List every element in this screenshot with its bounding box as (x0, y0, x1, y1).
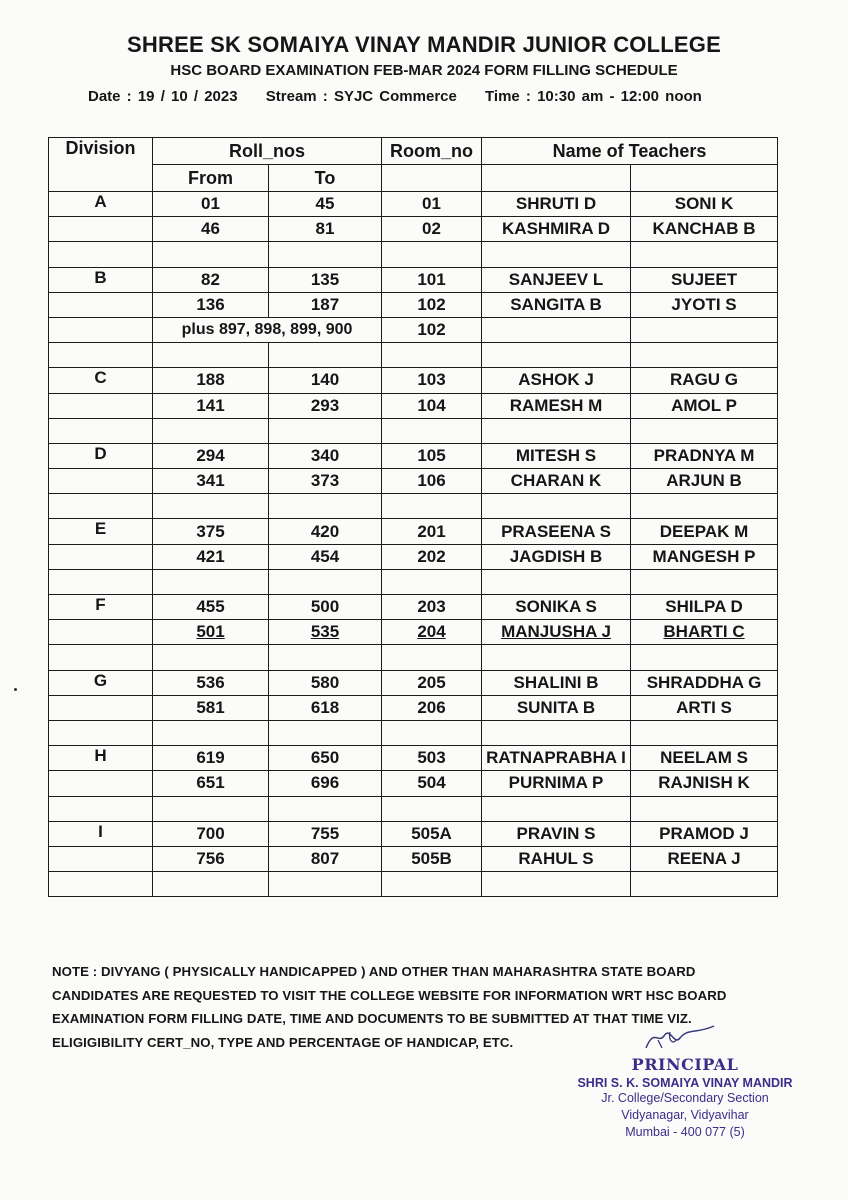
teacher-1-cell: PRASEENA S (482, 519, 631, 544)
room-cell (382, 569, 482, 594)
teacher-2-cell: JYOTI S (631, 292, 778, 317)
table-row (49, 695, 778, 720)
room-cell (382, 494, 482, 519)
table-row (49, 771, 778, 796)
table-row (49, 494, 778, 519)
division-cell: G (49, 670, 153, 695)
table-row (49, 595, 778, 620)
roll-from-cell (153, 569, 269, 594)
roll-from-cell: 756 (153, 846, 269, 871)
room-cell (382, 720, 482, 745)
table-row (49, 368, 778, 393)
teacher-1-cell (482, 569, 631, 594)
teacher-2-cell (631, 242, 778, 267)
division-cell (49, 796, 153, 821)
division-cell (49, 846, 153, 871)
room-cell: 206 (382, 695, 482, 720)
room-cell: 102 (382, 317, 482, 342)
schedule-body (49, 192, 778, 897)
col-room-header: Room_no (382, 138, 482, 165)
roll-to-cell (269, 796, 382, 821)
roll-from-cell (153, 242, 269, 267)
roll-from-cell: 294 (153, 443, 269, 468)
roll-from-cell: 188 (153, 368, 269, 393)
teacher-2-cell: MANGESH P (631, 544, 778, 569)
teacher-2-cell: RAJNISH K (631, 771, 778, 796)
teacher-2-cell (631, 494, 778, 519)
room-cell (382, 242, 482, 267)
roll-from-cell: 501 (153, 620, 269, 645)
col-roll-header: Roll_nos (153, 138, 382, 165)
teacher-2-cell: SONI K (631, 192, 778, 217)
roll-to-cell: 81 (269, 217, 382, 242)
roll-to-cell: 807 (269, 846, 382, 871)
teacher-2-cell (631, 720, 778, 745)
teacher-1-cell (482, 242, 631, 267)
roll-to-cell: 135 (269, 267, 382, 292)
division-cell: H (49, 746, 153, 771)
room-cell: 02 (382, 217, 482, 242)
teacher-2-cell (631, 872, 778, 897)
roll-from-cell: 536 (153, 670, 269, 695)
teacher-1-cell: SHALINI B (482, 670, 631, 695)
table-row (49, 292, 778, 317)
roll-to-cell (269, 343, 382, 368)
schedule-table (48, 137, 778, 897)
roll-to-cell: 420 (269, 519, 382, 544)
roll-to-cell (269, 872, 382, 897)
teacher-1-cell: MITESH S (482, 443, 631, 468)
roll-from-cell: 82 (153, 267, 269, 292)
teacher-1-cell (482, 720, 631, 745)
table-row (49, 720, 778, 745)
table-row (49, 569, 778, 594)
table-row (49, 242, 778, 267)
room-cell (382, 796, 482, 821)
division-cell: I (49, 821, 153, 846)
room-cell: 205 (382, 670, 482, 695)
room-cell: 505A (382, 821, 482, 846)
teacher-2-cell: NEELAM S (631, 746, 778, 771)
roll-to-cell: 340 (269, 443, 382, 468)
room-cell: 104 (382, 393, 482, 418)
roll-to-cell: 696 (269, 771, 382, 796)
division-cell: A (49, 192, 153, 217)
roll-to-cell: 140 (269, 368, 382, 393)
roll-from-cell: 700 (153, 821, 269, 846)
roll-from-cell: 581 (153, 695, 269, 720)
room-cell: 203 (382, 595, 482, 620)
division-cell (49, 720, 153, 745)
teacher-1-cell (482, 317, 631, 342)
division-cell (49, 569, 153, 594)
table-row (49, 469, 778, 494)
roll-from-cell (153, 645, 269, 670)
roll-from-cell: 651 (153, 771, 269, 796)
roll-from-cell (153, 720, 269, 745)
teacher-2-cell (631, 343, 778, 368)
room-cell (382, 418, 482, 443)
roll-from-cell: 341 (153, 469, 269, 494)
division-cell (49, 645, 153, 670)
room-cell: 201 (382, 519, 482, 544)
table-row (49, 192, 778, 217)
schedule-subtitle: HSC BOARD EXAMINATION FEB-MAR 2024 FORM FILLING SCHEDULE (170, 62, 678, 79)
stamp-title: PRINCIPAL (631, 1055, 739, 1074)
room-cell: 103 (382, 368, 482, 393)
roll-from-cell: 619 (153, 746, 269, 771)
teacher-1-cell (482, 418, 631, 443)
room-cell: 01 (382, 192, 482, 217)
teacher-1-cell: SHRUTI D (482, 192, 631, 217)
col-from-header: From (153, 165, 269, 192)
teacher-2-cell: REENA J (631, 846, 778, 871)
teacher-1-cell (482, 796, 631, 821)
division-cell (49, 620, 153, 645)
table-row (49, 796, 778, 821)
roll-to-cell (269, 569, 382, 594)
roll-from-cell: 141 (153, 393, 269, 418)
note-line: CANDIDATES ARE REQUESTED TO VISIT THE COLLEGE WEBSITE FOR INFORMATION WRT HSC BOARD (52, 987, 727, 1003)
teacher-1-cell (482, 872, 631, 897)
teacher-2-cell (631, 418, 778, 443)
teacher-2-cell: PRAMOD J (631, 821, 778, 846)
teacher-2-cell (631, 645, 778, 670)
division-cell (49, 544, 153, 569)
teacher-1-cell: ASHOK J (482, 368, 631, 393)
roll-from-cell (153, 418, 269, 443)
teacher-2-cell: SUJEET (631, 267, 778, 292)
division-cell: B (49, 267, 153, 292)
roll-from-cell: 421 (153, 544, 269, 569)
teacher-2-cell: PRADNYA M (631, 443, 778, 468)
division-cell (49, 771, 153, 796)
teacher-2-cell (631, 796, 778, 821)
table-row (49, 620, 778, 645)
division-cell (49, 217, 153, 242)
roll-from-cell (153, 494, 269, 519)
col-room-sub (382, 165, 482, 192)
room-cell: 504 (382, 771, 482, 796)
roll-to-cell (269, 720, 382, 745)
header-row (49, 138, 778, 165)
teacher-2-cell: BHARTI C (631, 620, 778, 645)
stamp-line-2: Jr. College/Secondary Section (601, 1091, 769, 1105)
col-to-header: To (269, 165, 382, 192)
roll-to-cell (269, 645, 382, 670)
teacher-1-cell: JAGDISH B (482, 544, 631, 569)
table-row (49, 393, 778, 418)
note-line: ELIGIGIBILITY CERT_NO, TYPE AND PERCENTAGE OF HANDICAP, ETC. (52, 1034, 514, 1050)
room-cell: 505B (382, 846, 482, 871)
table-row (49, 267, 778, 292)
table-row (49, 821, 778, 846)
teacher-1-cell: SUNITA B (482, 695, 631, 720)
roll-to-cell: 187 (269, 292, 382, 317)
col-teacher1-sub (482, 165, 631, 192)
scan-speck (14, 688, 17, 691)
roll-to-cell: 454 (269, 544, 382, 569)
table-row (49, 519, 778, 544)
table-row (49, 544, 778, 569)
stamp-line-3: Vidyanagar, Vidyavihar (621, 1108, 749, 1122)
division-cell (49, 317, 153, 342)
table-row (49, 846, 778, 871)
table-row (49, 746, 778, 771)
division-cell (49, 292, 153, 317)
note-line: EXAMINATION FORM FILLING DATE, TIME AND DOCUMENTS TO BE SUBMITTED AT THAT TIME VIZ. (52, 1011, 692, 1026)
roll-from-cell: 375 (153, 519, 269, 544)
room-cell: 204 (382, 620, 482, 645)
schedule-date: Date : 19 / 10 / 2023 (88, 88, 238, 105)
teacher-1-cell: SANGITA B (482, 292, 631, 317)
teacher-2-cell (631, 569, 778, 594)
teacher-2-cell (631, 317, 778, 342)
roll-from-cell (153, 872, 269, 897)
teacher-2-cell: ARJUN B (631, 469, 778, 494)
division-cell: F (49, 595, 153, 620)
roll-to-cell: 650 (269, 746, 382, 771)
table-row (49, 872, 778, 897)
stamp-line-4: Mumbai - 400 077 (5) (625, 1125, 745, 1139)
teacher-2-cell: SHRADDHA G (631, 670, 778, 695)
teacher-1-cell: RAMESH M (482, 393, 631, 418)
division-cell: E (49, 519, 153, 544)
roll-to-cell: 45 (269, 192, 382, 217)
teacher-1-cell: PURNIMA P (482, 771, 631, 796)
teacher-1-cell: PRAVIN S (482, 821, 631, 846)
roll-from-cell: 136 (153, 292, 269, 317)
room-cell: 503 (382, 746, 482, 771)
division-cell: D (49, 443, 153, 468)
teacher-1-cell (482, 494, 631, 519)
roll-to-cell: 755 (269, 821, 382, 846)
room-cell (382, 872, 482, 897)
roll-from-cell (153, 796, 269, 821)
table-row (49, 418, 778, 443)
table-row (49, 645, 778, 670)
division-cell (49, 418, 153, 443)
teacher-1-cell: MANJUSHA J (482, 620, 631, 645)
schedule-meta (88, 88, 724, 105)
col-teachers-header: Name of Teachers (482, 138, 778, 165)
teacher-1-cell (482, 645, 631, 670)
roll-to-cell: 373 (269, 469, 382, 494)
division-cell (49, 343, 153, 368)
teacher-1-cell: SANJEEV L (482, 267, 631, 292)
roll-to-cell: 535 (269, 620, 382, 645)
teacher-2-cell: RAGU G (631, 368, 778, 393)
table-row (49, 670, 778, 695)
teacher-1-cell (482, 343, 631, 368)
division-cell (49, 695, 153, 720)
table-row (49, 443, 778, 468)
teacher-1-cell: SONIKA S (482, 595, 631, 620)
col-division-header: Division (49, 138, 153, 192)
roll-from-cell: 46 (153, 217, 269, 242)
room-cell: 202 (382, 544, 482, 569)
room-cell: 105 (382, 443, 482, 468)
roll-from-cell: 455 (153, 595, 269, 620)
teacher-1-cell: CHARAN K (482, 469, 631, 494)
roll-to-cell (269, 242, 382, 267)
principal-signature (640, 1018, 720, 1058)
note-line: NOTE : DIVYANG ( PHYSICALLY HANDICAPPED ) AND OTHER THAN MAHARASHTRA STATE BOARD (52, 964, 696, 979)
roll-to-cell (269, 494, 382, 519)
college-title: SHREE SK SOMAIYA VINAY MANDIR JUNIOR COLLEGE (127, 32, 721, 57)
roll-from-cell: 01 (153, 192, 269, 217)
teacher-2-cell: SHILPA D (631, 595, 778, 620)
teacher-2-cell: ARTI S (631, 695, 778, 720)
division-cell (49, 872, 153, 897)
col-teacher2-sub (631, 165, 778, 192)
table-row (49, 217, 778, 242)
roll-to-cell: 293 (269, 393, 382, 418)
teacher-2-cell: AMOL P (631, 393, 778, 418)
division-cell (49, 494, 153, 519)
teacher-1-cell: RAHUL S (482, 846, 631, 871)
roll-from-cell (153, 343, 269, 368)
roll-to-cell: 580 (269, 670, 382, 695)
roll-to-cell: 618 (269, 695, 382, 720)
division-cell (49, 393, 153, 418)
division-cell (49, 242, 153, 267)
division-cell: C (49, 368, 153, 393)
teacher-1-cell: KASHMIRA D (482, 217, 631, 242)
roll-to-cell: 500 (269, 595, 382, 620)
stamp-line-1: SHRI S. K. SOMAIYA VINAY MANDIR (577, 1076, 793, 1090)
room-cell (382, 343, 482, 368)
room-cell: 106 (382, 469, 482, 494)
table-row (49, 343, 778, 368)
room-cell: 102 (382, 292, 482, 317)
roll-from-cell: plus 897, 898, 899, 900 (153, 317, 382, 342)
room-cell (382, 645, 482, 670)
teacher-2-cell: KANCHAB B (631, 217, 778, 242)
principal-stamp (560, 1055, 810, 1141)
subheader-row (49, 165, 778, 192)
table-row (49, 317, 778, 342)
schedule-time: Time : 10:30 am - 12:00 noon (485, 88, 702, 105)
schedule-stream: Stream : SYJC Commerce (265, 88, 457, 105)
teacher-2-cell: DEEPAK M (631, 519, 778, 544)
roll-to-cell (269, 418, 382, 443)
teacher-1-cell: RATNAPRABHA I (482, 746, 631, 771)
room-cell: 101 (382, 267, 482, 292)
division-cell (49, 469, 153, 494)
